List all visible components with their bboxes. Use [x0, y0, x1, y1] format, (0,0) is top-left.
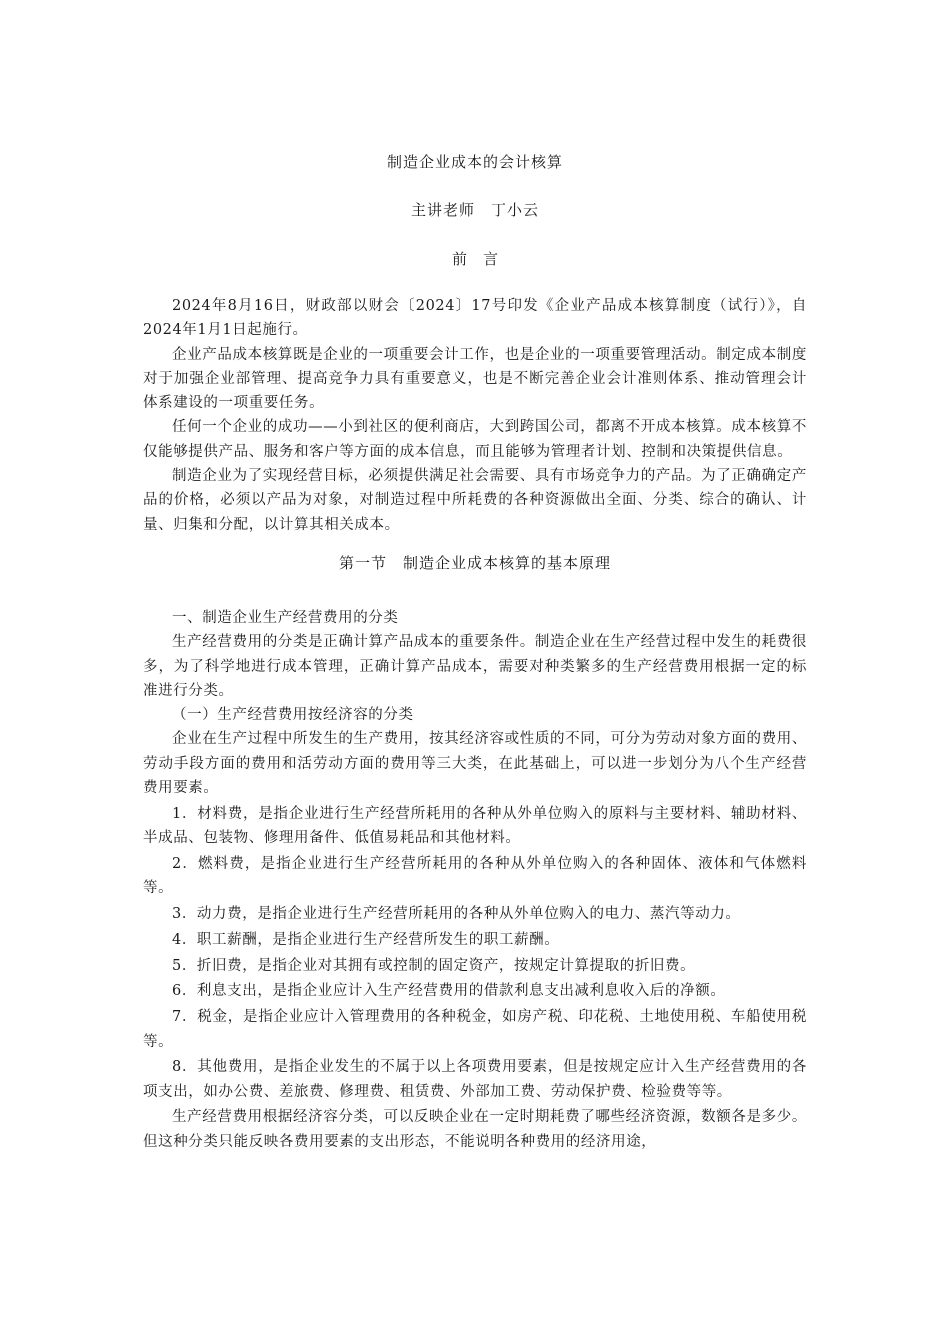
preface-paragraph: 任何一个企业的成功——小到社区的便利商店，大到跨国公司，都离不开成本核算。成本核算不仅能够提供产品、服务和客户等方面的成本信息，而且能够为管理者计划、控制和决策提供信息。 [143, 419, 807, 460]
subsection-heading: （一）生产经营费用按经济容的分类 [172, 707, 414, 724]
list-item: 6．利息支出，是指企业应计入生产经营费用的借款利息支出减利息收入后的净额。 [172, 983, 726, 1000]
preface-heading: 前言 [451, 250, 514, 268]
body-paragraph: 生产经营费用根据经济容分类，可以反映企业在一定时期耗费了哪些经济资源，数额各是多少。但这种分类只能反映各费用要素的支出形态，不能说明各种费用的经济用途， [143, 1109, 807, 1150]
document-body [143, 150, 807, 1154]
list-item: 8．其他费用，是指企业发生的不属于以上各项费用要素，但是按规定应计入生产经营费用的各项支出，如办公费、差旅费、修理费、租赁费、外部加工费、劳动保护费、检验费等等。 [143, 1059, 807, 1100]
subsection-heading: 一、制造企业生产经营费用的分类 [172, 609, 399, 626]
body-paragraph: 生产经营费用的分类是正确计算产品成本的重要条件。制造企业在生产经营过程中发生的耗费很多，为了科学地进行成本管理，正确计算产品成本，需要对种类繁多的生产经营费用根据一定的标准进行分类。 [143, 634, 807, 699]
list-item: 1．材料费，是指企业进行生产经营所耗用的各种从外单位购入的原料与主要材料、辅助材料、半成品、包装物、修理用备件、低值易耗品和其他材料。 [143, 805, 807, 847]
list-item: 2．燃料费，是指企业进行生产经营所耗用的各种从外单位购入的各种固体、液体和气体燃料等。 [143, 855, 807, 897]
section-title: 第一节 制造企业成本核算的基本原理 [338, 553, 611, 572]
list-item: 4．职工薪酬，是指企业进行生产经营所发生的职工薪酬。 [172, 931, 560, 948]
list-item: 5．折旧费，是指企业对其拥有或控制的固定资产，按规定计算提取的折旧费。 [172, 957, 696, 974]
lecturer-line: 主讲老师 丁小云 [410, 201, 539, 219]
preface-paragraph: 企业产品成本核算既是企业的一项重要会计工作，也是企业的一项重要管理活动。制定成本制度对于加强企业部管理、提高竞争力具有重要意义，也是不断完善企业会计准则体系、推动管理会计体系建设的一项重要任务。 [143, 346, 807, 412]
preface-paragraph: 2024年8月16日，财政部以财会〔2024〕17号印发《企业产品成本核算制度（试行）》，自2024年1月1日起施行。 [143, 298, 807, 339]
body-paragraph: 企业在生产过程中所发生的生产费用，按其经济容或性质的不同，可分为劳动对象方面的费用、劳动手段方面的费用和活劳动方面的费用等三大类，在此基础上，可以进一步划分为八个生产经营费用要素。 [143, 731, 807, 797]
list-item: 7．税金，是指企业应计入管理费用的各种税金，如房产税、印花税、土地使用税、车船使用税等。 [143, 1009, 807, 1050]
preface-paragraph: 制造企业为了实现经营目标，必须提供满足社会需要、具有市场竞争力的产品。为了正确确定产品的价格，必须以产品为对象，对制造过程中所耗费的各种资源做出全面、分类、综合的确认、计量、归集和分配，以计算其相关成本。 [143, 468, 807, 533]
list-item: 3．动力费，是指企业进行生产经营所耗用的各种从外单位购入的电力、蒸汽等动力。 [172, 906, 741, 923]
document-title: 制造企业成本的会计核算 [386, 153, 563, 171]
